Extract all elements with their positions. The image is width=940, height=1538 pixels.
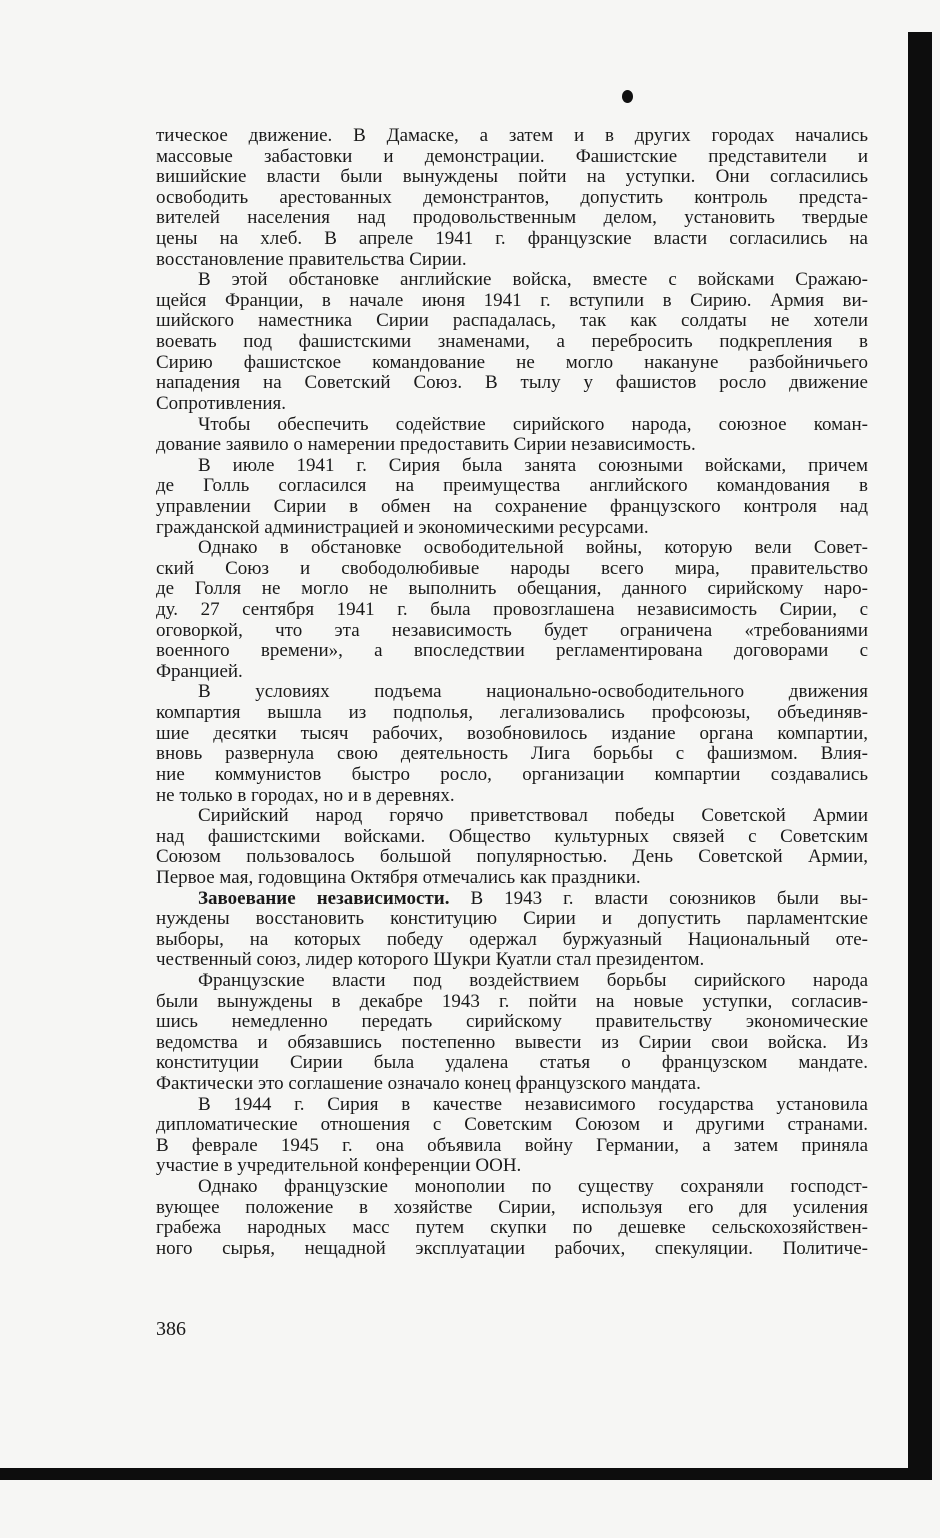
page-number: 386	[156, 1318, 186, 1340]
text-line: де Голля не могло не выполнить обещания, данного сирийскому наро-	[156, 579, 868, 600]
section-heading: Завоевание независимости.	[198, 888, 450, 909]
text-line: гражданской администрацией и экономическими ресурсами.	[156, 517, 649, 538]
text-line: освободить арестованных демонстрантов, допустить контроль предста-	[156, 187, 868, 208]
scan-shadow-right-edge	[908, 32, 932, 1472]
text-line: над фашистскими войсками. Общество культурных связей с Советским	[156, 826, 868, 847]
text-line: ведомства и обязавшись постепенно вывести из Сирии свои войска. Из	[156, 1032, 868, 1053]
ink-blot-mark	[622, 90, 633, 103]
text-line: В условиях подъема национально-освободительного движения	[198, 682, 868, 703]
text-line: Однако французские монополии по существу сохраняли господст-	[198, 1177, 868, 1198]
text-line: ский Союз и свободолюбивые народы всего мира, правительство	[156, 558, 868, 579]
text-line: выборы, на которых победу одержал буржуазный Национальный оте-	[156, 929, 868, 950]
text-line	[156, 889, 868, 910]
text-line: Союзом пользовалось большой популярностью. День Советской Армии,	[156, 847, 868, 868]
text-line: Однако в обстановке освободительной войны, которую вели Совет-	[198, 538, 868, 559]
text-line: нападения на Советский Союз. В тылу у фашистов росло движение	[156, 373, 868, 394]
text-line: компартия вышла из подполья, легализовались профсоюзы, объединяв-	[156, 703, 868, 724]
text-line: ного сырья, нещадной эксплуатации рабочих, спекуляции. Политиче-	[156, 1238, 868, 1259]
text-line: В июле 1941 г. Сирия была занята союзными войсками, причем	[198, 455, 868, 476]
text-line: чественный союз, лидер которого Шукри Куатли стал президентом.	[156, 950, 705, 971]
text-line: управлении Сирии в обмен на сохранение французского контроля над	[156, 496, 868, 517]
text-line: массовые забастовки и демонстрации. Фашистские представители и	[156, 146, 868, 167]
text-line: нуждены восстановить конституцию Сирии и допустить парламентские	[156, 909, 868, 930]
text-line: щейся Франции, в начале июня 1941 г. вступили в Сирию. Армия ви-	[156, 290, 868, 311]
text-line: вителей населения над продовольственным делом, установить твердые	[156, 208, 868, 229]
text-line: вновь развернула свою деятельность Лига борьбы с фашизмом. Влия-	[156, 744, 868, 765]
text-line: Первое мая, годовщина Октября отмечались как праздники.	[156, 867, 641, 888]
text-line: вующее положение в хозяйстве Сирии, используя его для усиления	[156, 1197, 868, 1218]
text-line: тическое движение. В Дамаске, а затем и в других городах начались	[156, 126, 868, 146]
text-line: шие десятки тысяч рабочих, возобновилось издание органа компартии,	[156, 723, 868, 744]
text-line: дование заявило о намерении предоставить Сирии независимость.	[156, 435, 696, 456]
text-line: цены на хлеб. В апреле 1941 г. французские власти согласились на	[156, 229, 868, 250]
text-line: оговоркой, что эта независимость будет ограничена «требованиями	[156, 620, 868, 641]
text-line: конституции Сирии была удалена статья о французском мандате.	[156, 1053, 868, 1074]
text-line: Сирийский народ горячо приветствовал победы Советской Армии	[198, 806, 868, 827]
text-line: дипломатические отношения с Советским Союзом и другими странами.	[156, 1115, 868, 1136]
text-line: шись немедленно передать сирийскому правительству экономические	[156, 1012, 868, 1033]
text-line: Фактически это соглашение означало конец французского мандата.	[156, 1074, 701, 1095]
text-line: были вынуждены в декабре 1943 г. пойти на новые уступки, согласив-	[156, 991, 868, 1012]
text-line: Францией.	[156, 661, 243, 682]
text-line: Французские власти под воздействием борьбы сирийского народа	[198, 970, 868, 991]
text-line: военного времени», а впоследствии регламентирована договорами с	[156, 641, 868, 662]
text-line: В 1944 г. Сирия в качестве независимого государства установила	[198, 1094, 868, 1115]
text-line: грабежа народных масс путем скупки по дешевке сельскохозяйствен-	[156, 1218, 868, 1239]
text-line: ние коммунистов быстро росло, организации компартии создавались	[156, 764, 868, 785]
body-text	[156, 126, 868, 1260]
text-line: восстановление правительства Сирии.	[156, 249, 467, 270]
text-line: воевать под фашистскими знаменами, а перебросить подкрепления в	[156, 332, 868, 353]
text-line: де Голль согласился на преимущества английского командования в	[156, 476, 868, 497]
text-line: участие в учредительной конференции ООН.	[156, 1156, 522, 1177]
text-line: Сопротивления.	[156, 393, 287, 414]
text-line: Сирию фашистское командование не могло накануне разбойничьего	[156, 352, 868, 373]
text-line: не только в городах, но и в деревнях.	[156, 785, 455, 806]
text-line: В этой обстановке английские войска, вместе с войсками Сражаю-	[198, 270, 868, 291]
text-line: ду. 27 сентября 1941 г. была провозглашена независимость Сирии, с	[156, 600, 868, 621]
text-line: Чтобы обеспечить содействие сирийского народа, союзное коман-	[198, 414, 868, 435]
text-line: В феврале 1945 г. она объявила войну Германии, а затем приняла	[156, 1135, 868, 1156]
text-line: вишийские власти были вынуждены пойти на уступки. Они согласились	[156, 167, 868, 188]
scan-shadow-bottom-edge	[0, 1468, 932, 1480]
text-line: шийского наместника Сирии распадалась, так как солдаты не хотели	[156, 311, 868, 332]
text-line-rest: В 1943 г. власти союзников были вы-	[449, 888, 868, 909]
